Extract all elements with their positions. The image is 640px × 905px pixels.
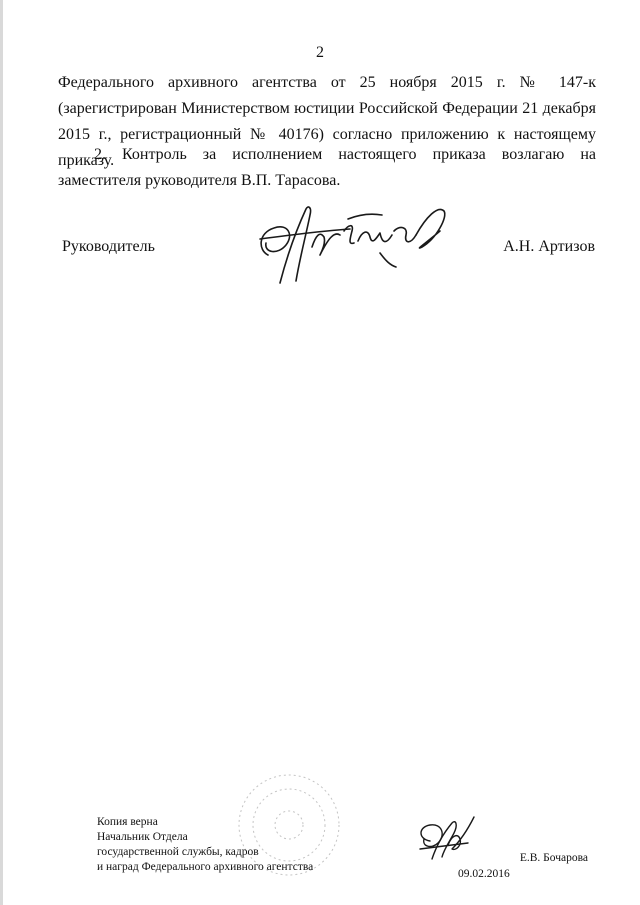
signatory-name: А.Н. Артизов <box>503 238 595 255</box>
certifier-name: Е.В. Бочарова <box>519 852 588 864</box>
copy-line-1: Копия верна <box>97 816 158 828</box>
signatory-title: Руководитель <box>62 238 155 255</box>
copy-line-2: Начальник Отдела <box>97 831 188 843</box>
scan-edge <box>0 0 3 905</box>
certification-date: 09.02.2016 <box>458 868 510 880</box>
page-number: 2 <box>316 44 324 61</box>
paragraph-1: Федерального архивного агентства от 25 ноября 2015 г. № 147-к (зарегистрирован Министерством юстиции Российской Федерации 21 декабря 2015 г., регистрационный № 40176) согласно приложению к настоящему приказу. <box>58 74 596 169</box>
handwritten-signature <box>250 195 455 290</box>
certifier-signature <box>412 805 482 867</box>
copy-certification-block <box>97 815 313 875</box>
copy-line-4: и наград Федерального архивного агентства <box>97 861 314 873</box>
paragraph-2: 2. Контроль за исполнением настоящего приказа возлагаю на заместителя руководителя В.П. Тарасова. <box>58 146 596 189</box>
copy-line-3: государственной службы, кадров <box>97 846 259 858</box>
